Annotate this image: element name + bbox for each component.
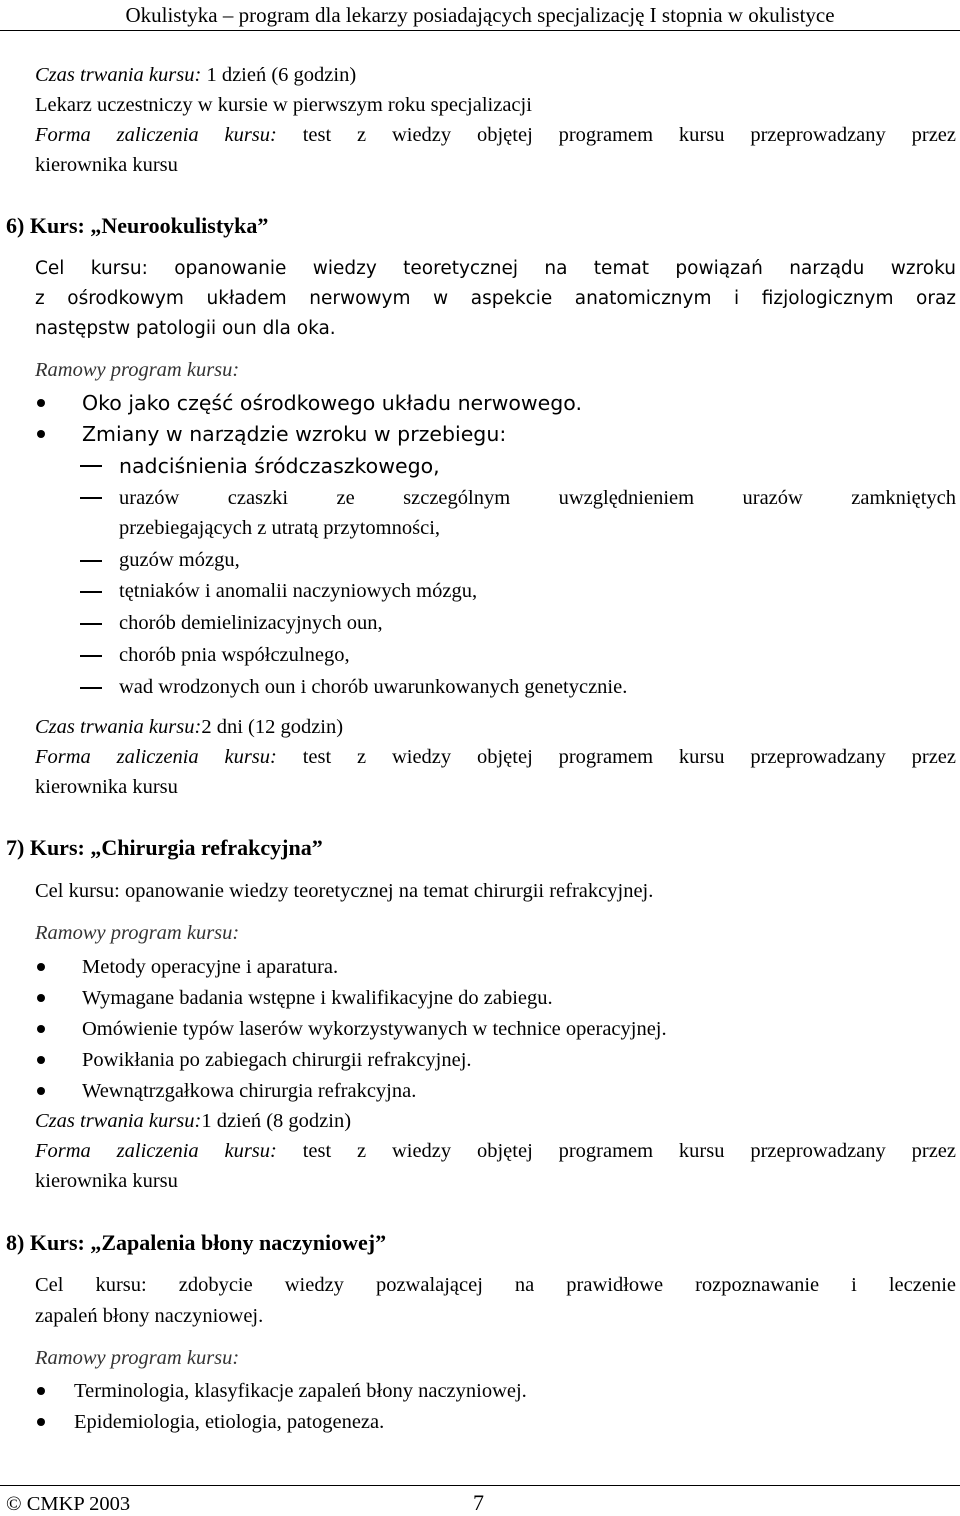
duration-label: Czas trwania kursu: — [35, 1110, 202, 1132]
form-value: test z wiedzy objętej programem kursu przeprowadzany przez — [276, 746, 956, 768]
course-7-bullet-3: Omówienie typów laserów wykorzystywanych w technice operacyjnej. — [82, 1018, 667, 1040]
dash-marker — [80, 655, 102, 657]
dash-marker — [80, 687, 102, 689]
bullet-dot — [37, 963, 45, 971]
course-7-form — [35, 1139, 956, 1163]
form-label: Forma zaliczenia kursu: — [35, 124, 277, 146]
course-7-program-label: Ramowy program kursu: — [35, 922, 240, 944]
course-7-bullet-1: Metody operacyjne i aparatura. — [82, 956, 339, 978]
course-7-form-cont: kierownika kursu — [35, 1170, 178, 1192]
course-7-bullet-4: Powikłania po zabiegach chirurgii refrakcyjnej. — [82, 1049, 472, 1071]
footer-rule — [0, 1485, 960, 1486]
dash-marker — [80, 497, 102, 499]
course-6-form-cont: kierownika kursu — [35, 776, 178, 798]
bullet-dot — [37, 1056, 45, 1064]
course-6-bullet-2: Zmiany w narządzie wzroku w przebiegu: — [82, 422, 507, 446]
course-7-goal: Cel kursu: opanowanie wiedzy teoretycznej na temat chirurgii refrakcyjnej. — [35, 880, 654, 902]
course-7-duration — [35, 1109, 956, 1133]
course-8-bullet-1: Terminologia, klasyfikacje zapaleń błony naczyniowej. — [74, 1380, 527, 1402]
bullet-dot — [37, 1025, 45, 1033]
course-8-title: 8) Kurs: „Zapalenia błony naczyniowej” — [6, 1230, 387, 1255]
dash-marker — [80, 623, 102, 625]
course-6-dash-4: tętniaków i anomalii naczyniowych mózgu, — [119, 580, 478, 602]
bullet-dot — [37, 994, 45, 1002]
course-6-dash-2: urazów czaszki ze szczególnym uwzględnieniem urazów zamkniętych — [119, 487, 956, 509]
course-6-dash-5: chorób demielinizacyjnych oun, — [119, 612, 383, 634]
course-6-goal-3: następstw patologii oun dla oka. — [35, 318, 336, 339]
duration-value: 1 dzień (8 godzin) — [201, 1110, 352, 1132]
course-8-goal-2: zapaleń błony naczyniowej. — [35, 1305, 264, 1327]
form-label: Forma zaliczenia kursu: — [35, 746, 277, 768]
course-6-duration — [35, 715, 956, 739]
course-6-program-label: Ramowy program kursu: — [35, 359, 240, 381]
course-6-dash-7: wad wrodzonych oun i chorób uwarunkowanych genetycznie. — [119, 676, 628, 698]
dash-marker — [80, 591, 102, 593]
form-value: test z wiedzy objętej programem kursu przeprowadzany przez — [276, 124, 956, 146]
course-6-goal-2: z ośrodkowym układem nerwowym w aspekcie anatomicznym i fizjologicznym oraz — [35, 288, 956, 309]
course-6-form — [35, 745, 956, 769]
form-line — [35, 123, 956, 147]
bullet-dot — [37, 399, 45, 407]
bullet-dot — [37, 430, 45, 438]
course-6-bullet-1: Oko jako część ośrodkowego układu nerwowego. — [82, 391, 582, 415]
duration-label: Czas trwania kursu: — [35, 64, 202, 86]
duration-label: Czas trwania kursu: — [35, 716, 202, 738]
form-label: Forma zaliczenia kursu: — [35, 1140, 277, 1162]
course-6-dash-3: guzów mózgu, — [119, 549, 240, 571]
course-8-program-label: Ramowy program kursu: — [35, 1347, 240, 1369]
running-header: Okulistyka – program dla lekarzy posiadających specjalizację I stopnia w okulistyce — [0, 0, 960, 31]
bullet-dot — [37, 1418, 45, 1426]
bullet-dot — [37, 1087, 45, 1095]
participant-line: Lekarz uczestniczy w kursie w pierwszym roku specjalizacji — [35, 94, 532, 116]
course-6-goal-1: Cel kursu: opanowanie wiedzy teoretycznej na temat powiązań narządu wzroku — [35, 258, 956, 279]
course-6-dash-1: nadciśnienia śródczaszkowego, — [119, 454, 440, 478]
course-8-bullet-2: Epidemiologia, etiologia, patogeneza. — [74, 1411, 385, 1433]
course-8-goal-1: Cel kursu: zdobycie wiedzy pozwalającej na prawidłowe rozpoznawanie i leczenie — [35, 1274, 956, 1296]
course-6-dash-2-cont: przebiegających z utratą przytomności, — [119, 517, 441, 539]
dash-marker — [80, 560, 102, 562]
page-number: 7 — [473, 1490, 484, 1515]
duration-line — [35, 63, 956, 87]
footer-copyright: © CMKP 2003 — [6, 1493, 131, 1515]
course-7-title: 7) Kurs: „Chirurgia refrakcyjna” — [6, 835, 323, 860]
form-value: test z wiedzy objętej programem kursu przeprowadzany przez — [276, 1140, 956, 1162]
course-6-title: 6) Kurs: „Neurookulistyka” — [6, 213, 269, 238]
course-7-bullet-2: Wymagane badania wstępne i kwalifikacyjne do zabiegu. — [82, 987, 553, 1009]
duration-value: 2 dni (12 godzin) — [201, 716, 344, 738]
dash-marker — [80, 465, 102, 467]
form-cont: kierownika kursu — [35, 154, 178, 176]
course-7-bullet-5: Wewnątrzgałkowa chirurgia refrakcyjna. — [82, 1080, 417, 1102]
bullet-dot — [37, 1387, 45, 1395]
duration-value: 1 dzień (6 godzin) — [201, 64, 357, 86]
course-6-dash-6: chorób pnia współczulnego, — [119, 644, 350, 666]
